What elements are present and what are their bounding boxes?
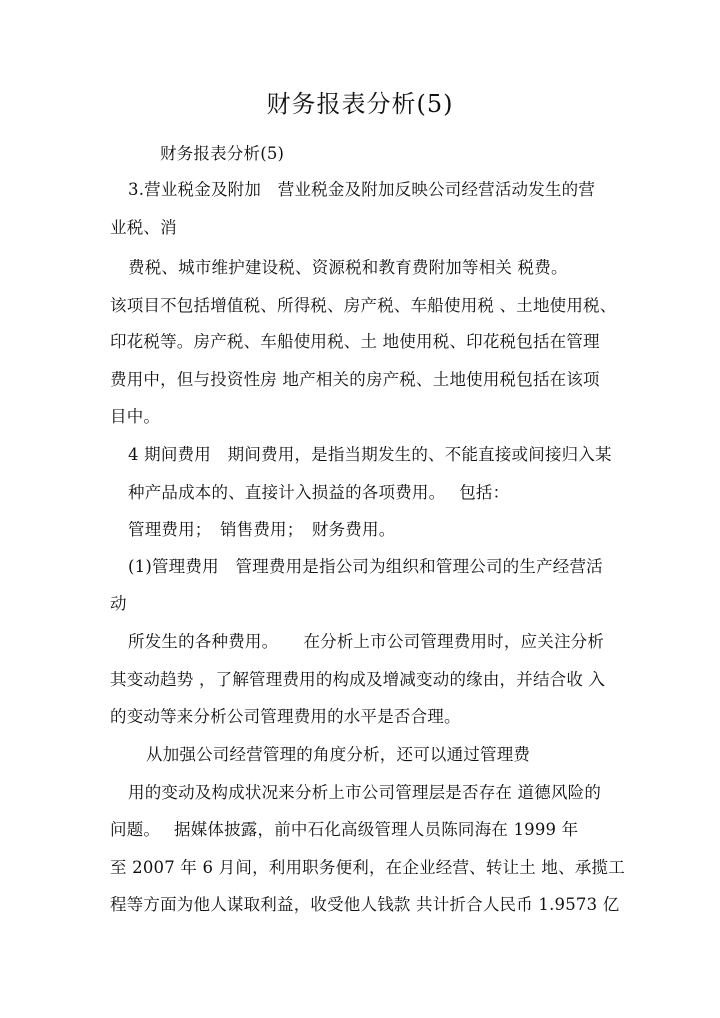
document-title: 财务报表分析(5) <box>266 90 454 118</box>
paragraph-line: 该项目不包括增值税、所得税、房产税、车船使用税 、土地使用税、 <box>110 296 617 315</box>
paragraph-line: 的变动等来分析公司管理费用的水平是否合理。 <box>110 707 461 726</box>
paragraph-line: 业税、消 <box>110 218 177 237</box>
paragraph-line: 其变动趋势 ，了解管理费用的构成及增减变动的缘由，并结合收 入 <box>110 670 606 689</box>
paragraph-line: 问题。 据媒体披露，前中石化高级管理人员陈同海在 1999 年 <box>110 820 579 839</box>
paragraph-line: 费税、城市维护建设税、资源税和教育费附加等相关 税费。 <box>128 258 568 277</box>
paragraph-line: 4 期间费用 期间费用，是指当期发生的、不能直接或间接归入某 <box>128 445 612 464</box>
paragraph-line: 用的变动及构成状况来分析上市公司管理层是否存在 道德风险的 <box>128 783 602 802</box>
paragraph-line: 从加强公司经营管理的角度分析，还可以通过管理费 <box>146 745 531 764</box>
paragraph-line: 种产品成本的、直接计入损益的各项费用。 包括： <box>128 483 510 502</box>
paragraph-line: 目中。 <box>110 407 161 426</box>
paragraph-line: 所发生的各种费用。 在分析上市公司管理费用时，应关注分析 <box>128 632 605 651</box>
paragraph-line: 管理费用； 销售费用； 财务费用。 <box>128 520 396 539</box>
paragraph-line: 费用中，但与投资性房 地产相关的房产税、土地使用税包括在该项 <box>110 370 600 389</box>
paragraph-line: 印花税等。房产税、车船使用税、土 地使用税、印花税包括在管理 <box>110 332 600 351</box>
paragraph-line-subtitle: 财务报表分析(5) <box>160 144 285 163</box>
paragraph-line: 程等方面为他人谋取利益，收受他人钱款 共计折合人民币 1.9573 亿 <box>110 895 620 914</box>
paragraph-line: (1)管理费用 管理费用是指公司为组织和管理公司的生产经营活 <box>128 557 603 576</box>
paragraph-line: 动 <box>110 594 127 613</box>
paragraph-line: 至 2007 年 6 月间，利用职务便利，在企业经营、转让土 地、承揽工 <box>110 858 625 877</box>
paragraph-line: 3.营业税金及附加 营业税金及附加反映公司经营活动发生的营 <box>128 180 596 199</box>
